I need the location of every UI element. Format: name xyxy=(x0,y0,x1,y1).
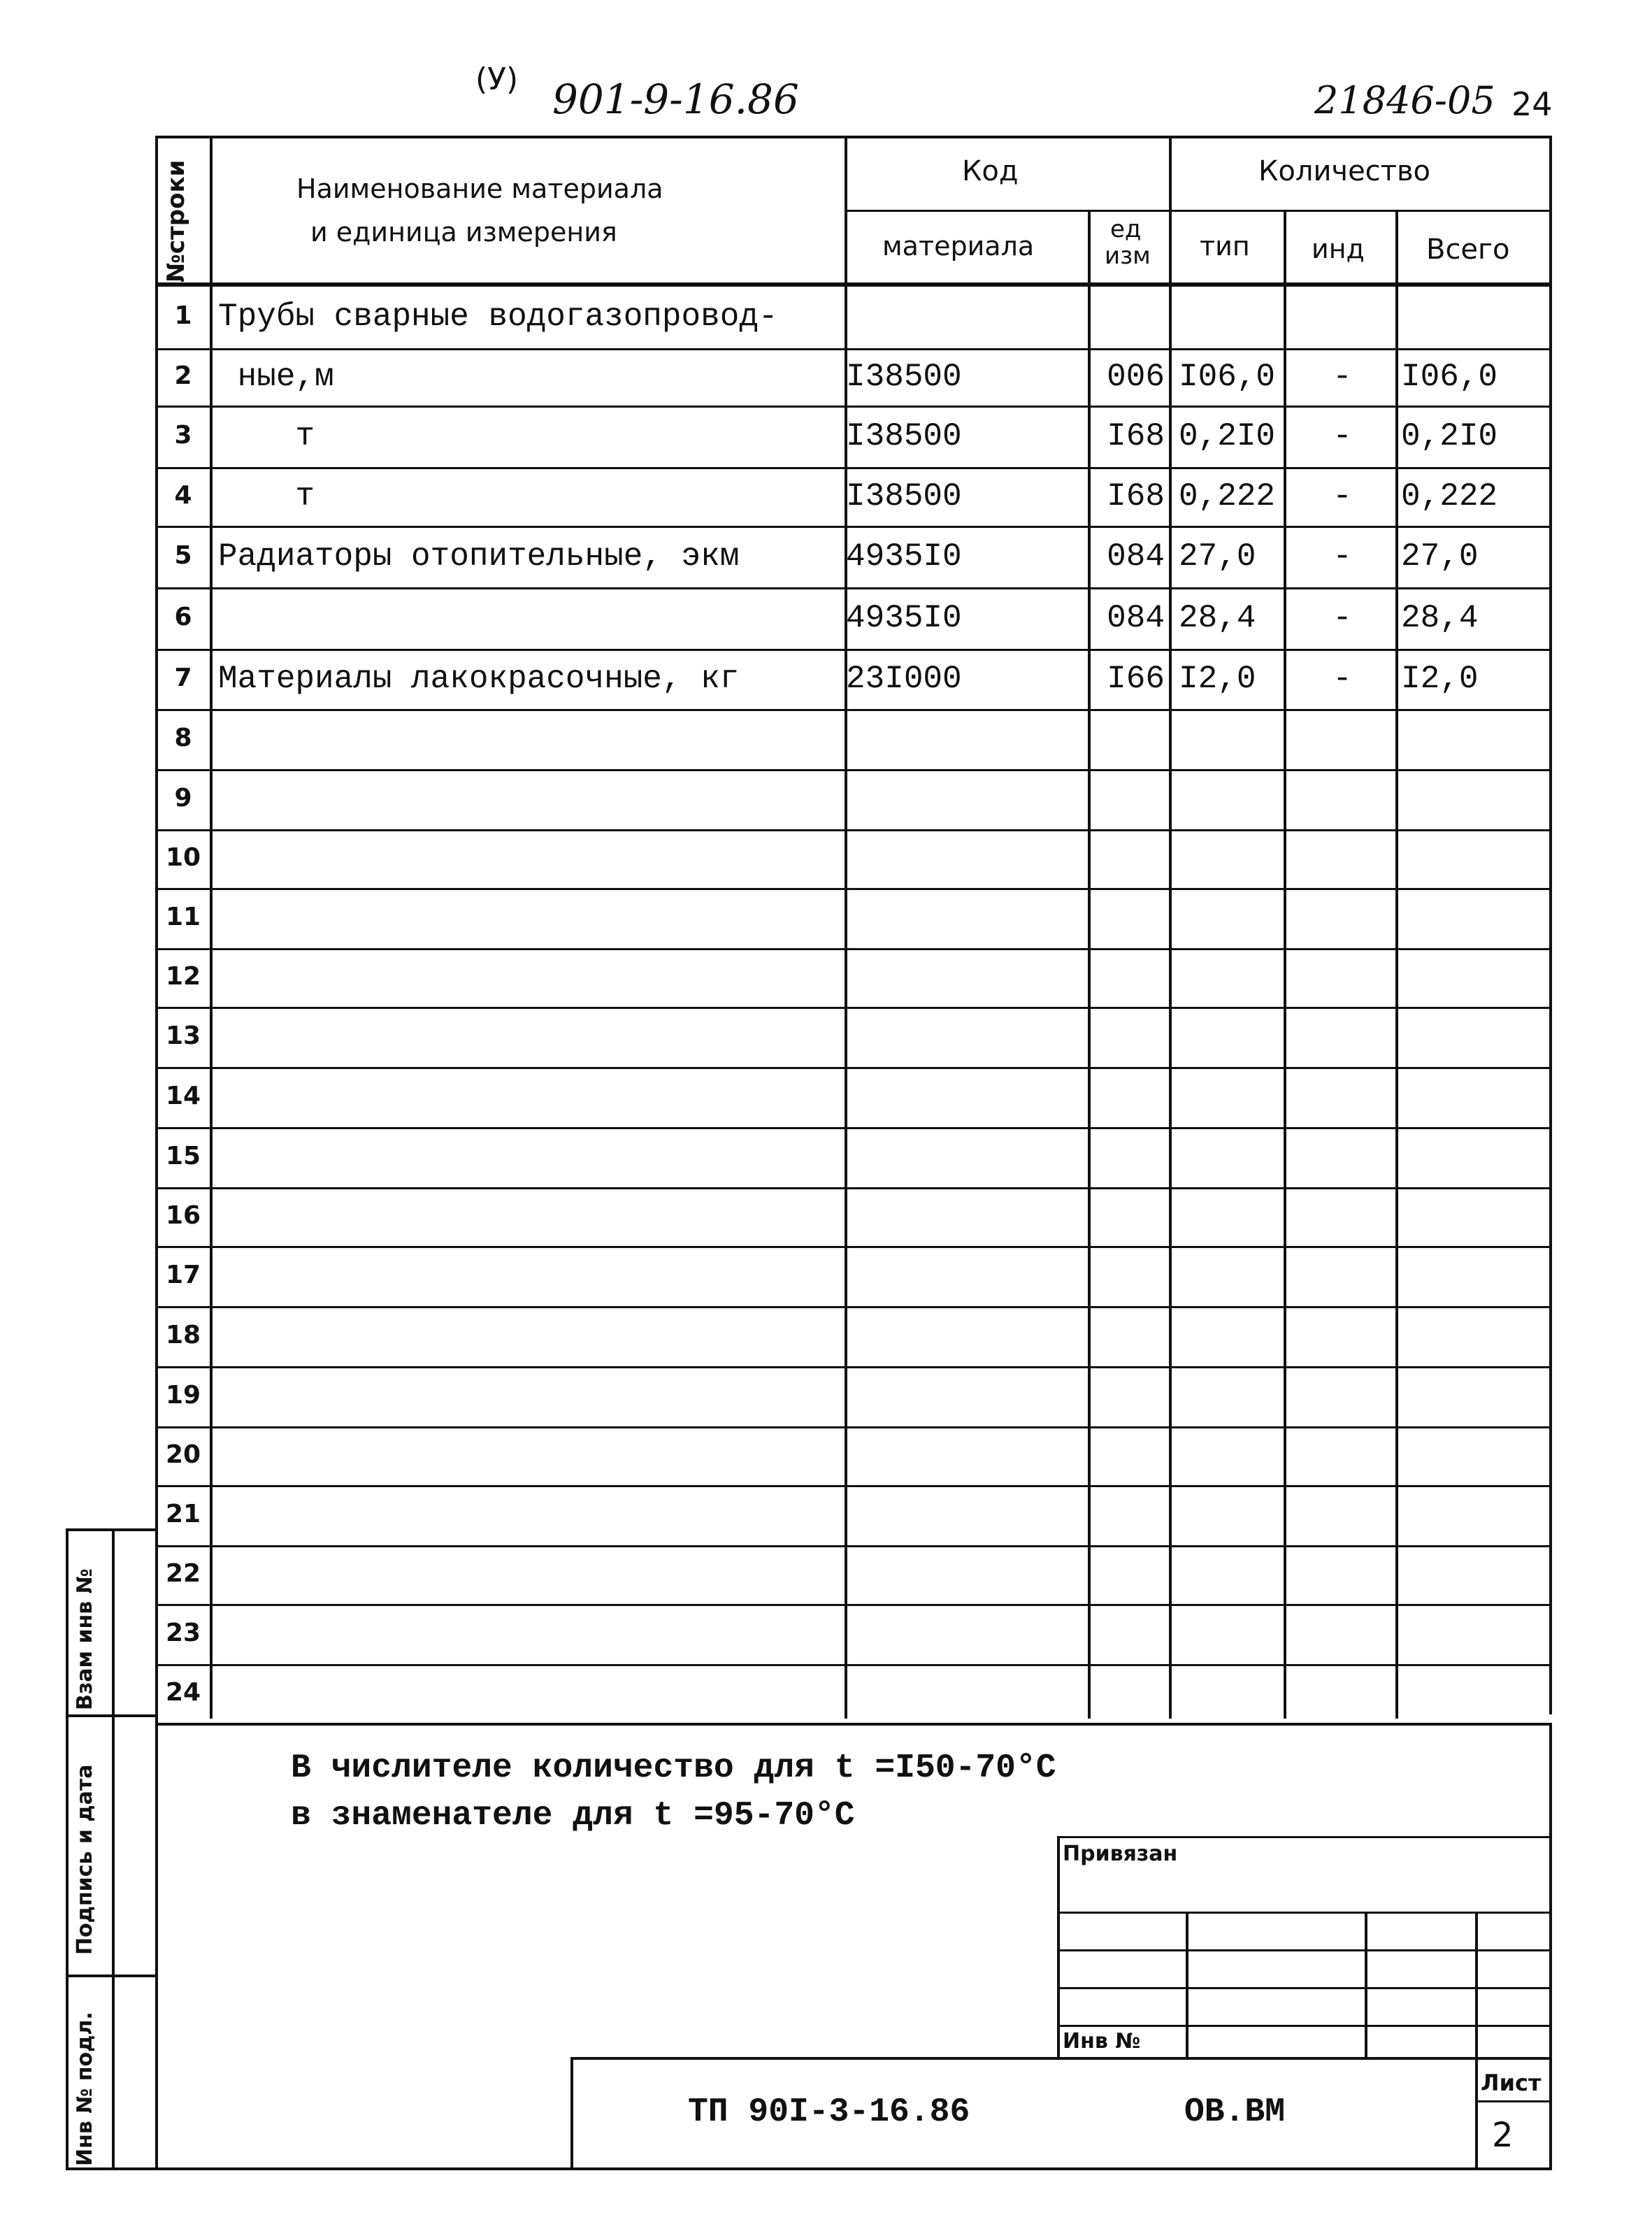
row-tip: 27,0 xyxy=(1179,538,1256,575)
row-tip: 28,4 xyxy=(1179,600,1256,636)
side-vzam-label: Взам инв № xyxy=(73,1568,97,1710)
row-number: 16 xyxy=(165,1201,201,1230)
row-number: 10 xyxy=(165,843,201,872)
side-inv-podl-label: Инв № подл. xyxy=(73,2012,97,2166)
row-code: I38500 xyxy=(846,418,962,454)
row-number: 1 xyxy=(174,301,192,330)
stamp-inv-no-label: Инв № xyxy=(1063,2029,1141,2054)
row-code: 4935I0 xyxy=(846,600,962,636)
sheet-value: 2 xyxy=(1492,2116,1514,2155)
row-number: 24 xyxy=(165,1678,201,1707)
row-tip: 0,2I0 xyxy=(1179,418,1276,454)
row-name: Трубы сварные водогазопровод- xyxy=(218,299,778,335)
row-number: 7 xyxy=(174,664,192,692)
row-number: 3 xyxy=(174,421,192,450)
stamp-bound-label: Привязан xyxy=(1063,1842,1178,1866)
row-ind: - xyxy=(1333,359,1352,395)
note-denominator: в знаменателе для t =95-70°C xyxy=(291,1797,855,1835)
row-number: 20 xyxy=(165,1440,201,1469)
col-unit-header-1: ед xyxy=(1110,215,1142,243)
row-ind: - xyxy=(1333,478,1352,515)
col-name-header-1: Наименование материала xyxy=(296,173,663,204)
header-sheet-no: 24 xyxy=(1511,85,1553,123)
row-tip: I2,0 xyxy=(1179,661,1256,697)
header-mark: (У) xyxy=(475,62,519,97)
row-ind: - xyxy=(1333,418,1352,454)
col-tip-header: тип xyxy=(1200,231,1250,261)
row-total: I2,0 xyxy=(1401,661,1479,697)
row-ind: - xyxy=(1333,600,1352,636)
row-number: 18 xyxy=(165,1321,201,1349)
row-total: 0,222 xyxy=(1401,478,1498,515)
row-number: 15 xyxy=(165,1142,201,1170)
row-unit: 084 xyxy=(1107,538,1165,575)
row-number: 5 xyxy=(174,541,192,570)
row-number: 12 xyxy=(165,962,201,991)
col-material-header: материала xyxy=(882,231,1035,261)
row-number: 13 xyxy=(165,1022,201,1050)
row-unit: 006 xyxy=(1107,359,1165,395)
header-archive-no: 21846-05 xyxy=(1314,78,1495,122)
header-doc-code: 901-9-16.86 xyxy=(552,76,799,123)
row-tip: I06,0 xyxy=(1179,359,1276,395)
row-total: 27,0 xyxy=(1401,538,1479,575)
row-ind: - xyxy=(1333,661,1352,697)
row-name: Материалы лакокрасочные, кг xyxy=(218,661,740,697)
col-name-header-2: и единица измерения xyxy=(310,217,617,248)
note-numerator: В числителе количество для t =I50-70°C xyxy=(291,1749,1056,1787)
row-number: 6 xyxy=(174,603,192,631)
col-ind-header: инд xyxy=(1312,234,1365,264)
title-mark: ОВ.ВМ xyxy=(1184,2093,1286,2131)
side-sign-label: Подпись и дата xyxy=(73,1764,97,1955)
row-tip: 0,222 xyxy=(1179,478,1276,515)
row-unit: I68 xyxy=(1107,418,1165,454)
row-number: 9 xyxy=(174,784,192,812)
row-code: 4935I0 xyxy=(846,538,962,575)
row-name: т xyxy=(218,478,315,515)
row-unit: I66 xyxy=(1107,661,1165,697)
row-number: 22 xyxy=(165,1559,201,1588)
row-total: 28,4 xyxy=(1401,600,1479,636)
row-number: 14 xyxy=(165,1082,201,1110)
row-number: 21 xyxy=(165,1500,201,1528)
row-name: ные,м xyxy=(218,359,334,395)
row-number: 17 xyxy=(165,1261,201,1289)
row-total: I06,0 xyxy=(1401,359,1498,395)
row-code: 23I000 xyxy=(846,661,962,697)
row-unit: 084 xyxy=(1107,600,1165,636)
row-code: I38500 xyxy=(846,359,962,395)
row-number: 19 xyxy=(165,1381,201,1410)
row-number: 23 xyxy=(165,1619,201,1647)
row-code: I38500 xyxy=(846,478,962,515)
row-name: Радиаторы отопительные, экм xyxy=(218,538,740,575)
col-total-header: Всего xyxy=(1426,234,1510,266)
col-unit-header-2: изм xyxy=(1105,242,1151,270)
col-qty-header: Количество xyxy=(1258,155,1431,187)
row-ind: - xyxy=(1333,538,1352,575)
row-number: 11 xyxy=(165,903,201,931)
row-number: 8 xyxy=(174,724,192,752)
title-code: ТП 90I-3-16.86 xyxy=(688,2093,970,2131)
row-total: 0,2I0 xyxy=(1401,418,1498,454)
sheet-label: Лист xyxy=(1481,2070,1542,2096)
row-unit: I68 xyxy=(1107,478,1165,515)
row-number: 2 xyxy=(174,361,192,390)
col-code-header: Код xyxy=(962,155,1019,187)
col-row-no-header: №строки xyxy=(162,159,190,282)
row-name: т xyxy=(218,418,315,454)
row-number: 4 xyxy=(174,481,192,510)
